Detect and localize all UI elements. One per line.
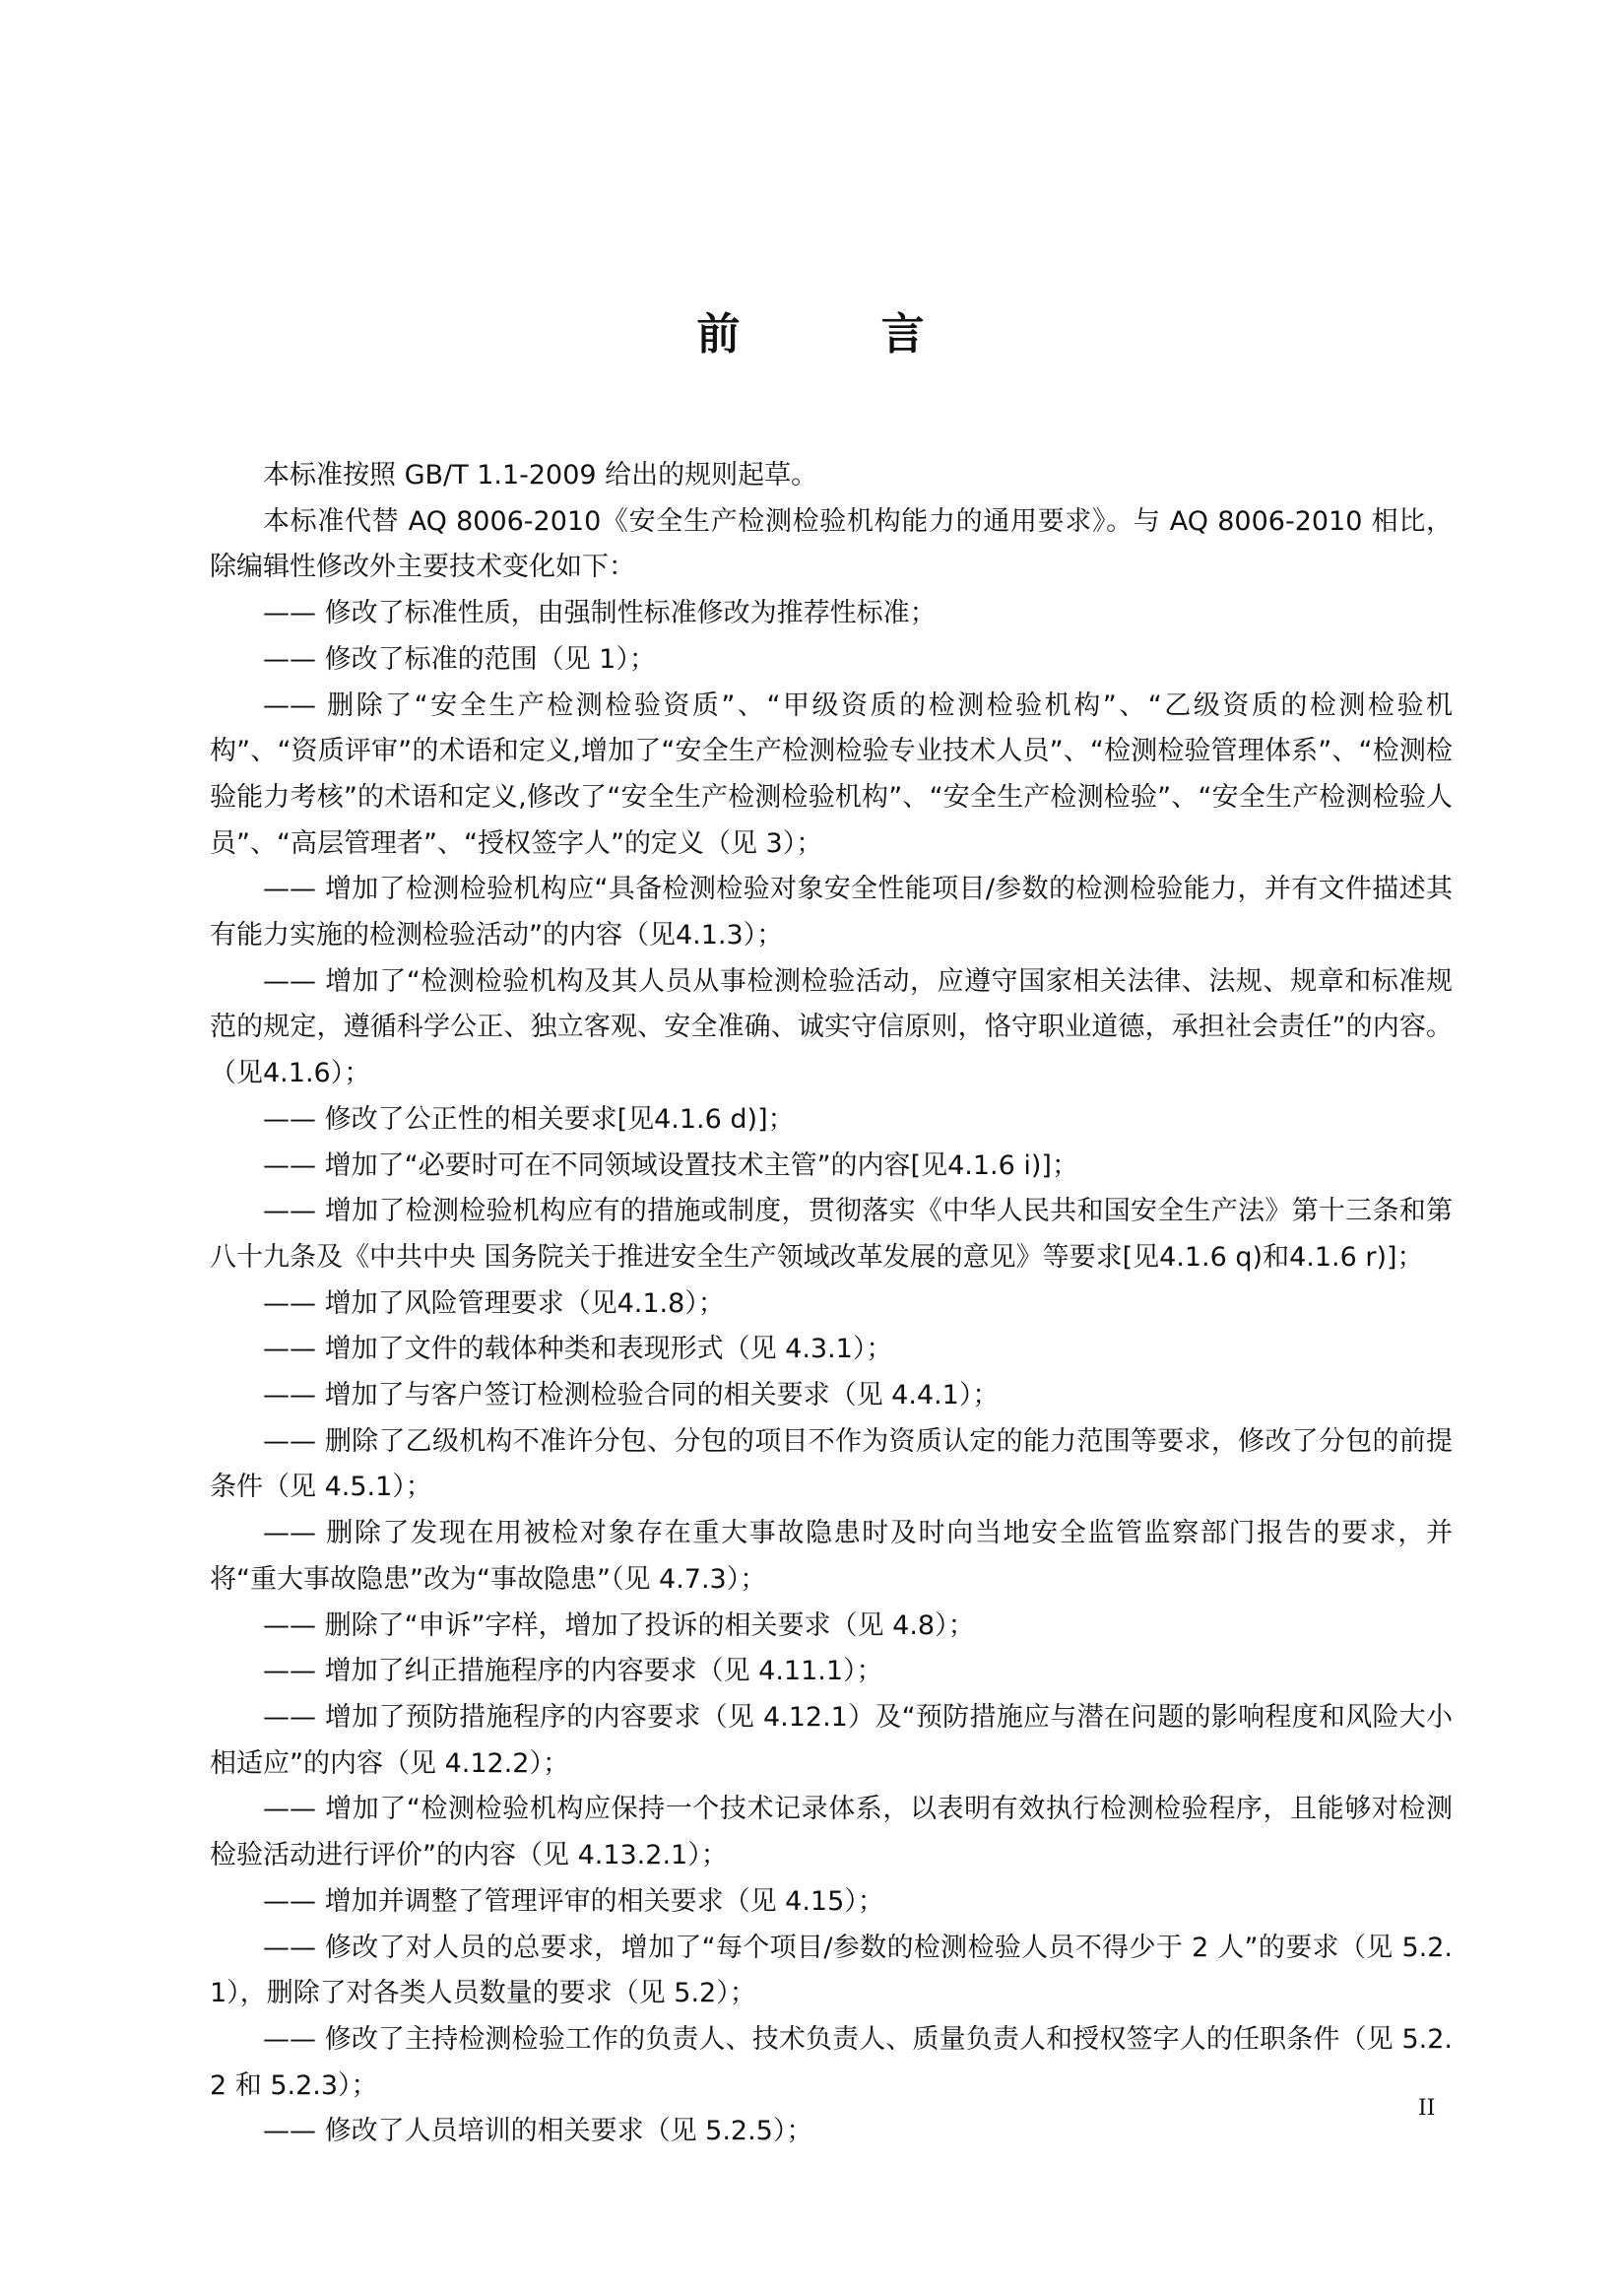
list-item: —— 删除了“安全生产检测检验资质”、“甲级资质的检测检验机构”、“乙级资质的检测检验机构”、“资质评审”的术语和定义,增加了“安全生产检测检验专业技术人员”、“检测检验管理体系”、“检测检验能力考核”的术语和定义,修改了“安全生产检测检验机构”、“安全生产检测检验”、“安全生产检测检验人员”、“高层管理者”、“授权签字人”的定义（见 3）； (210, 689, 1453, 859)
paragraph: 本标准按照 GB/T 1.1-2009 给出的规则起草。 (263, 460, 818, 491)
page-number: II (1418, 2096, 1436, 2121)
list-item: —— 增加了“检测检验机构应保持一个技术记录体系，以表明有效执行检测检验程序，且能够对检测检验活动进行评价”的内容（见 4.13.2.1）； (210, 1794, 1453, 1871)
list-item: —— 修改了对人员的总要求，增加了“每个项目/参数的检测检验人员不得少于 2 人”的要求（见 5.2.1），删除了对各类人员数量的要求（见 5.2）； (210, 1932, 1453, 2009)
list-item: —— 增加了预防措施程序的内容要求（见 4.12.1）及“预防措施应与潜在问题的影响程度和风险大小相适应”的内容（见 4.12.2）； (210, 1701, 1453, 1779)
list-item: —— 增加了纠正措施程序的内容要求（见 4.11.1）； (263, 1656, 883, 1687)
list-item: —— 删除了发现在用被检对象存在重大事故隐患时及时向当地安全监管监察部门报告的要求，并将“重大事故隐患”改为“事故隐患”（见 4.7.3）； (210, 1518, 1453, 1595)
list-item: —— 删除了乙级机构不准许分包、分包的项目不作为资质认定的能力范围等要求，修改了分包的前提条件（见 4.5.1）； (210, 1425, 1453, 1503)
list-item: —— 增加了“必要时可在不同领域设置技术主管”的内容[见4.1.6 i)]； (263, 1149, 1078, 1181)
list-item: —— 增加了检测检验机构应“具备检测检验对象安全性能项目/参数的检测检验能力，并有文件描述其有能力实施的检测检验活动”的内容（见4.1.3）； (210, 874, 1453, 951)
list-item: —— 修改了主持检测检验工作的负责人、技术负责人、质量负责人和授权签字人的任职条件（见 5.2.2 和 5.2.3）； (210, 2023, 1453, 2101)
list-item: —— 增加并调整了管理评审的相关要求（见 4.15）； (263, 1885, 884, 1917)
list-item: —— 删除了“申诉”字样，增加了投诉的相关要求（见 4.8）； (263, 1609, 975, 1641)
list-item: —— 增加了与客户签订检测检验合同的相关要求（见 4.4.1）； (263, 1380, 1000, 1411)
list-item: —— 修改了标准性质，由强制性标准修改为推荐性标准； (263, 598, 937, 629)
list-item: —— 增加了文件的载体种类和表现形式（见 4.3.1）； (263, 1334, 893, 1365)
paragraph: 本标准代替 AQ 8006-2010《安全生产检测检验机构能力的通用要求》。与 AQ 8006-2010 相比，除编辑性修改外主要技术变化如下： (210, 505, 1453, 583)
list-item: —— 修改了公正性的相关要求[见4.1.6 d)]； (263, 1103, 795, 1135)
list-item: —— 修改了人员培训的相关要求（见 5.2.5）； (263, 2116, 813, 2147)
list-item: —— 增加了风险管理要求（见4.1.8）； (263, 1287, 725, 1319)
list-item: —— 增加了检测检验机构应有的措施或制度，贯彻落实《中华人民共和国安全生产法》第十三条和第八十九条及《中共中央 国务院关于推进安全生产领域改革发展的意见》等要求[见4.1.6 q)和4.1.6 r)]； (210, 1196, 1453, 1273)
page-title: 前 言 (696, 309, 988, 360)
list-item: —— 增加了“检测检验机构及其人员从事检测检验活动，应遵守国家相关法律、法规、规章和标准规范的规定，遵循科学公正、独立客观、安全准确、诚实守信原则，恪守职业道德，承担社会责任”的内容。（见4.1.6）； (210, 965, 1453, 1089)
foreword-body (210, 453, 1453, 2155)
list-item: —— 修改了标准的范围（见 1）； (263, 643, 656, 675)
